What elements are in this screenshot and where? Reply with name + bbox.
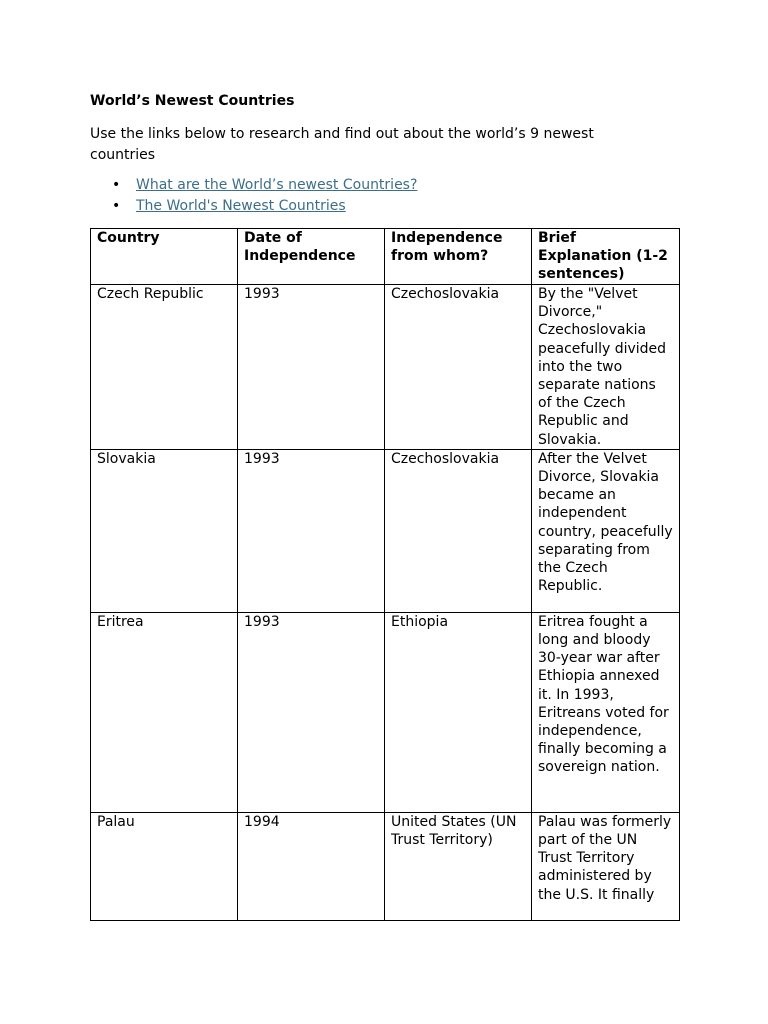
cell-from: Czechoslovakia bbox=[385, 449, 532, 612]
cell-country: Eritrea bbox=[91, 612, 238, 812]
bullet-icon: • bbox=[112, 177, 121, 193]
document-title: World’s Newest Countries bbox=[90, 93, 295, 109]
table-row bbox=[91, 612, 680, 812]
table-header-row bbox=[91, 229, 680, 285]
cell-from: Ethiopia bbox=[385, 612, 532, 812]
link-worlds-newest-countries-question[interactable]: What are the World’s newest Countries? bbox=[136, 177, 418, 193]
cell-explanation-container bbox=[532, 812, 680, 920]
list-item bbox=[90, 175, 417, 196]
table-row bbox=[91, 285, 680, 450]
list-item bbox=[90, 196, 417, 217]
cell-date: 1993 bbox=[238, 449, 385, 612]
cell-date: 1993 bbox=[238, 285, 385, 450]
bullet-icon: • bbox=[112, 198, 121, 214]
cell-date: 1993 bbox=[238, 612, 385, 812]
link-list bbox=[90, 175, 417, 217]
header-independence-from: Independence from whom? bbox=[385, 229, 532, 285]
intro-paragraph: Use the links below to research and find out about the world’s 9 newest countries bbox=[90, 126, 594, 163]
cell-from: Czechoslovakia bbox=[385, 285, 532, 450]
cell-country: Slovakia bbox=[91, 449, 238, 612]
header-date-of-independence: Date of Independence bbox=[238, 229, 385, 285]
link-worlds-newest-countries[interactable]: The World's Newest Countries bbox=[136, 198, 346, 214]
table-row bbox=[91, 449, 680, 612]
countries-table bbox=[90, 228, 680, 921]
cell-explanation: After the Velvet Divorce, Slovakia became an independent country, peacefully separating from the Czech Republic. bbox=[532, 449, 680, 612]
table-row bbox=[91, 812, 680, 920]
cell-country: Palau bbox=[91, 812, 238, 920]
cell-date: 1994 bbox=[238, 812, 385, 920]
cell-from: United States (UN Trust Territory) bbox=[385, 812, 532, 920]
header-country: Country bbox=[91, 229, 238, 285]
cell-country: Czech Republic bbox=[91, 285, 238, 450]
cell-explanation: Palau was formerly part of the UN Trust Territory administered by the U.S. It finally bbox=[538, 813, 672, 903]
header-brief-explanation: Brief Explanation (1-2 sentences) bbox=[532, 229, 680, 285]
cell-explanation: Eritrea fought a long and bloody 30-year war after Ethiopia annexed it. In 1993, Eritreans voted for independence, finally becoming a sovereign nation. bbox=[532, 612, 680, 812]
cell-explanation: By the "Velvet Divorce," Czechoslovakia peacefully divided into the two separate nations of the Czech Republic and Slovakia. bbox=[532, 285, 680, 450]
